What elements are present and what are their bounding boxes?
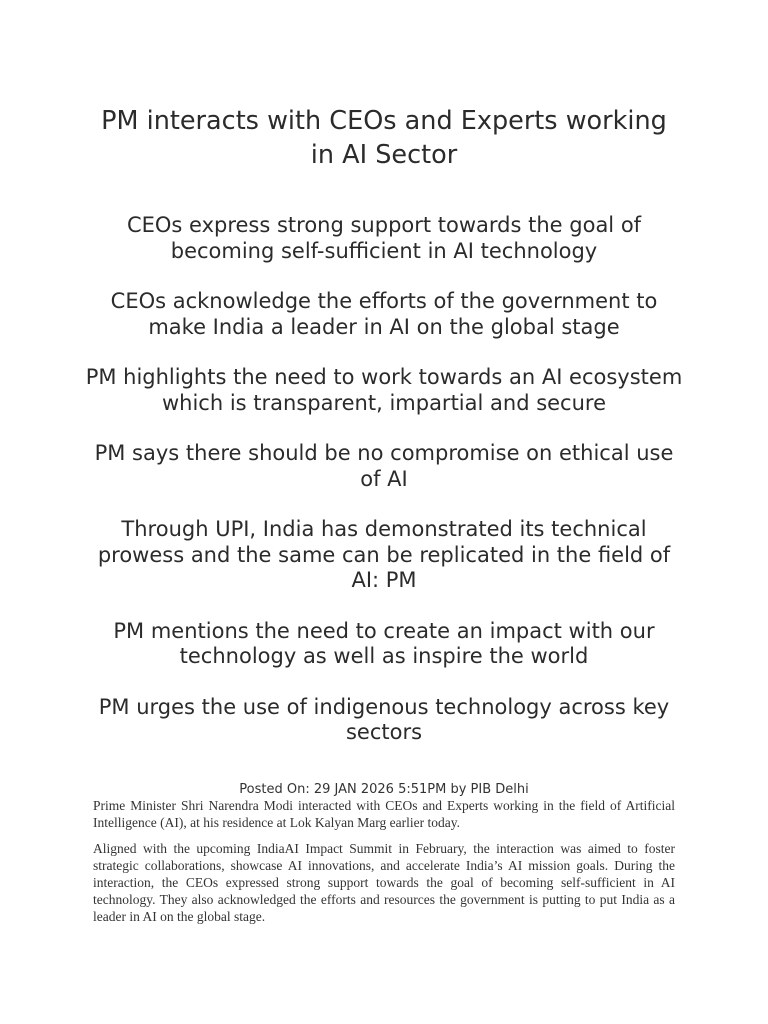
page-title: PM interacts with CEOs and Experts working in AI Sector bbox=[101, 106, 667, 170]
highlight-item: PM says there should be no compromise on ethical use of AI bbox=[94, 441, 674, 491]
body-paragraph: Aligned with the upcoming IndiaAI Impact Summit in February, the interaction was aimed to foster strategic collaborations, showcase AI innovations, and accelerate India’s AI mission goals. During the interaction, the CEOs expressed strong support towards the goal of becoming self-sufficient in AI technology. They also acknowledged the efforts and resources the government is putting to put India as a leader in AI on the global stage. bbox=[93, 841, 675, 924]
highlight-item: PM highlights the need to work towards an AI ecosystem which is transparent, impartial and secure bbox=[85, 365, 683, 415]
highlight-item: Through UPI, India has demonstrated its technical prowess and the same can be replicated in the field of AI: PM bbox=[97, 517, 671, 592]
body-paragraph: Prime Minister Shri Narendra Modi interacted with CEOs and Experts working in the field of Artificial Intelligence (AI), at his residence at Lok Kalyan Marg earlier today. bbox=[93, 798, 675, 830]
highlights-list bbox=[85, 213, 683, 771]
highlight-item: PM urges the use of indigenous technology across key sectors bbox=[98, 694, 670, 744]
highlight-item: PM mentions the need to create an impact with our technology as well as inspire the world bbox=[113, 618, 655, 668]
posted-on-line: Posted On: 29 JAN 2026 5:51PM by PIB Delhi bbox=[239, 782, 529, 797]
highlight-item: CEOs express strong support towards the goal of becoming self-sufficient in AI technology bbox=[126, 213, 642, 263]
highlight-item: CEOs acknowledge the efforts of the government to make India a leader in AI on the global stage bbox=[110, 289, 658, 339]
